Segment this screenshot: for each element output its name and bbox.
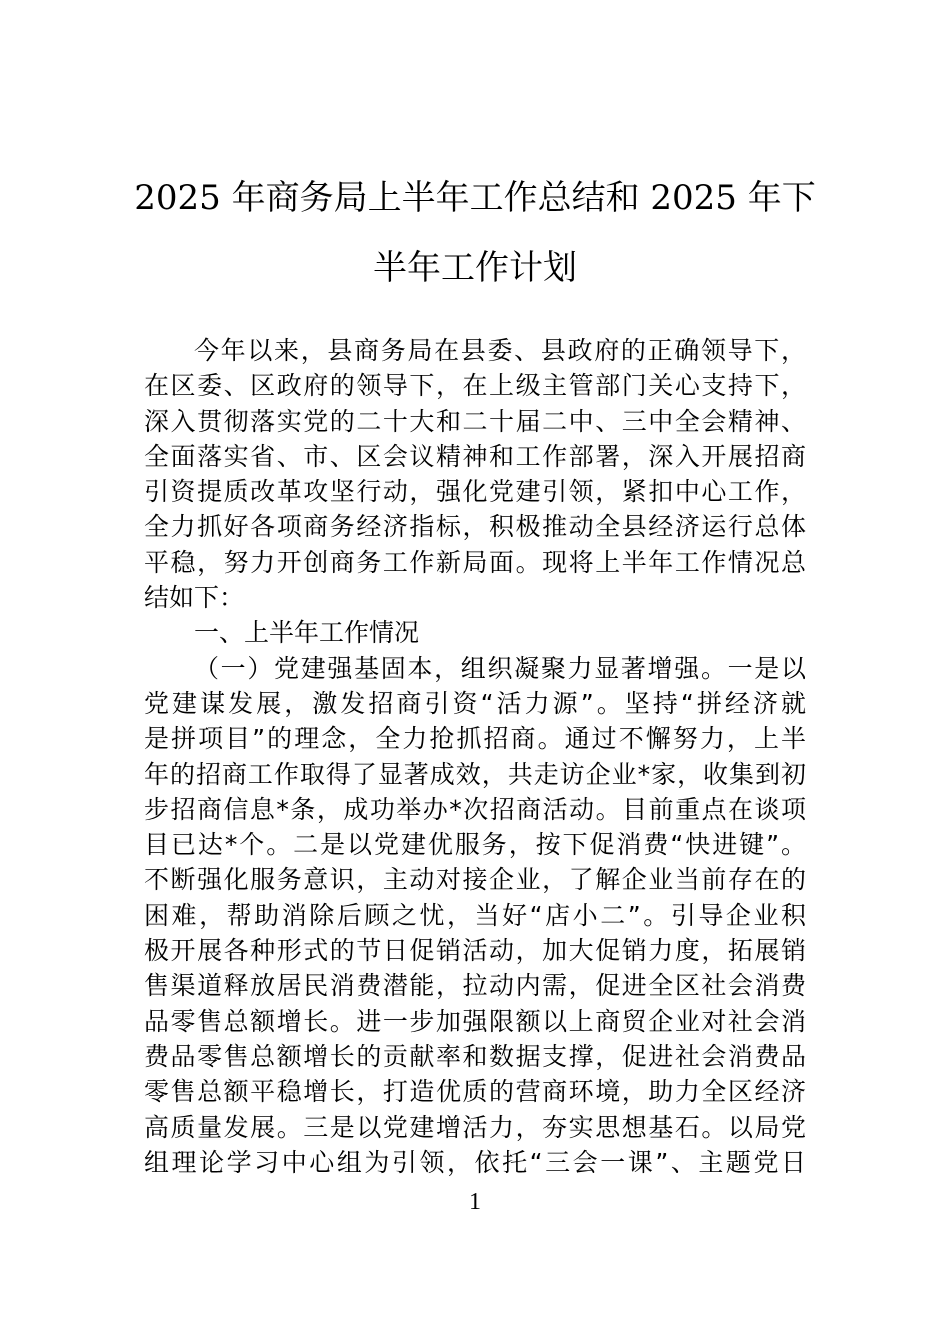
paragraph-2-line: 年的招商工作取得了显著成效，共走访企业*家，收集到初 — [144, 759, 806, 789]
paragraph-2-line: 组理论学习中心组为引领，依托“三会一课”、主题党日 — [144, 1147, 806, 1177]
paragraph-1-line: 深入贯彻落实党的二十大和二十届二中、三中全会精神、 — [144, 406, 806, 436]
paragraph-2-line: （一）党建强基固本，组织凝聚力显著增强。一是以 — [194, 653, 806, 683]
paragraph-2-line: 极开展各种形式的节日促销活动，加大促销力度，拓展销 — [144, 936, 806, 966]
paragraph-1-line: 引资提质改革攻坚行动，强化党建引领，紧扣中心工作， — [144, 477, 806, 507]
paragraph-2-line: 困难，帮助消除后顾之忧，当好“店小二”。引导企业积 — [144, 900, 806, 930]
paragraph-2-line: 高质量发展。三是以党建增活力，夯实思想基石。以局党 — [144, 1112, 806, 1142]
paragraph-2-line: 是拼项目”的理念，全力抢抓招商。通过不懈努力，上半 — [144, 724, 806, 754]
section-heading: 一、上半年工作情况 — [194, 618, 420, 648]
paragraph-1-line: 全面落实省、市、区会议精神和工作部署，深入开展招商 — [144, 441, 806, 471]
paragraph-2-line: 零售总额平稳增长，打造优质的营商环境，助力全区经济 — [144, 1077, 806, 1107]
paragraph-2-line: 目已达*个。二是以党建优服务，按下促消费“快进键”。 — [144, 830, 806, 860]
paragraph-1-line: 在区委、区政府的领导下，在上级主管部门关心支持下， — [144, 371, 806, 401]
paragraph-2-line: 售渠道释放居民消费潜能，拉动内需，促进全区社会消费 — [144, 971, 806, 1001]
paragraph-1-line: 平稳，努力开创商务工作新局面。现将上半年工作情况总 — [144, 547, 806, 577]
paragraph-2-line: 步招商信息*条，成功举办*次招商活动。目前重点在谈项 — [144, 794, 806, 824]
paragraph-1-line: 结如下： — [144, 583, 245, 613]
paragraph-1-line: 今年以来，县商务局在县委、县政府的正确领导下， — [194, 336, 806, 365]
document-title-line-1: 2025 年商务局上半年工作总结和 2025 年下 — [134, 178, 816, 218]
paragraph-1-line: 全力抓好各项商务经济指标，积极推动全县经济运行总体 — [144, 512, 806, 542]
paragraph-2-line: 费品零售总额增长的贡献率和数据支撑，促进社会消费品 — [144, 1041, 806, 1071]
document-body — [144, 333, 806, 1180]
paragraph-2-line: 品零售总额增长。进一步加强限额以上商贸企业对社会消 — [144, 1006, 806, 1036]
paragraph-2-line: 党建谋发展，激发招商引资“活力源”。坚持“拼经济就 — [144, 688, 806, 718]
paragraph-2-line: 不断强化服务意识，主动对接企业，了解企业当前存在的 — [144, 865, 806, 895]
page-number: 1 — [469, 1189, 481, 1215]
document-title-line-2: 半年工作计划 — [373, 248, 577, 288]
